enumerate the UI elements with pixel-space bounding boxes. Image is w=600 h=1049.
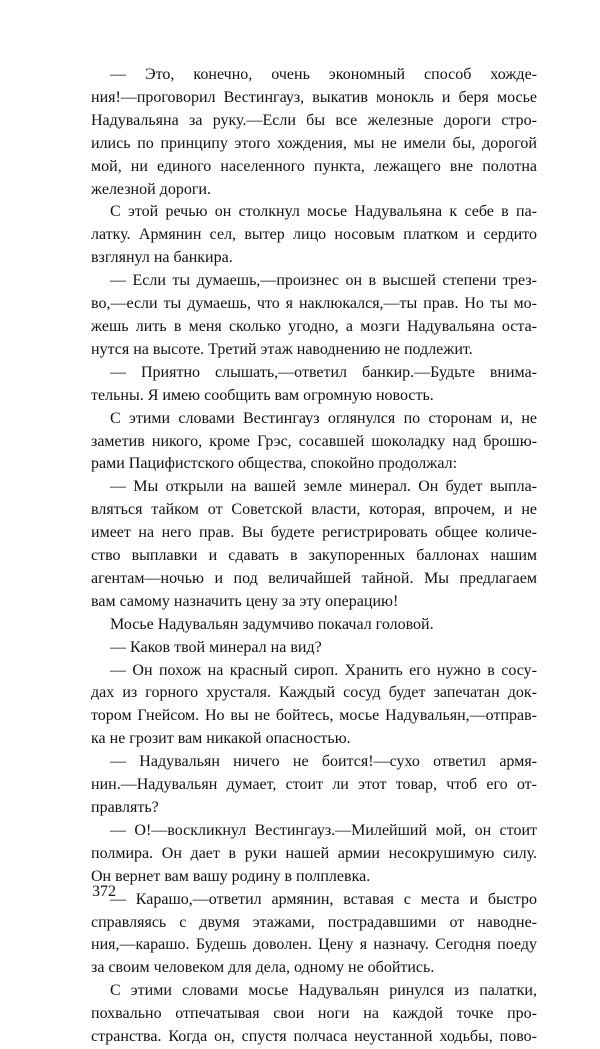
text-line: железной дороги. [91, 180, 211, 198]
text-line: Надувальяна за руку.—Если бы все железные дороги стро- [91, 111, 537, 129]
paragraph [91, 201, 537, 270]
text-line: странства. Когда он, спустя полчаса неустанной ходьбы, пово- [91, 1028, 537, 1046]
text-line: — Каков твой минерал на вид? [110, 638, 322, 656]
paragraph [91, 362, 537, 408]
text-line: — Приятно слышать,—ответил банкир.—Будьте внима- [110, 363, 537, 381]
text-line: Мосье Надувальян задумчиво покачал головой. [110, 615, 434, 633]
text-line: нин.—Надувальян думает, стоит ли этот товар, чтоб его от- [91, 776, 537, 794]
text-line: заметив никого, кроме Грэс, сосавшей шоколадку над брошю- [91, 432, 537, 450]
page-body-text [91, 64, 537, 1049]
text-line: — О!—воскликнул Вестингауз.—Милейший мой, он стоит [110, 821, 537, 839]
text-line: взглянул на банкира. [91, 249, 233, 267]
text-line: агентам—ночью и под величайшей тайной. Мы предлагаем [91, 569, 537, 587]
text-line: похвально отпечатывая свои ноги на каждой точке про- [91, 1005, 537, 1023]
paragraph [91, 476, 537, 613]
text-line: за своим человеком для дела, одному не обойтись. [91, 959, 435, 977]
text-line: вляться тайком от Советской власти, которая, впрочем, и не [91, 501, 537, 519]
text-line: правлять? [91, 799, 159, 816]
text-line: нутся на высоте. Третий этаж наводнению не подлежит. [91, 340, 473, 358]
text-line: — Если ты думаешь,—произнес он в высшей степени трез- [110, 272, 537, 290]
paragraph [91, 614, 537, 637]
text-line: полмира. Он дает в руки нашей армии несокрушимую силу. [91, 844, 537, 862]
paragraph [91, 751, 537, 820]
text-line: ство выплавки и сдавать в закупоренных баллонах нашим [91, 547, 537, 565]
text-line: рами Пацифистского общества, спокойно продолжал: [91, 455, 458, 473]
text-line: имеет на него прав. Вы будете регистрировать общее количе- [91, 524, 537, 542]
paragraph [91, 889, 537, 981]
text-line: ния,—карашо. Будешь доволен. Цену я назначу. Сегодня поеду [91, 936, 537, 954]
paragraph [91, 64, 537, 201]
text-line: — Карашо,—ответил армянин, вставая с места и быстро [110, 890, 537, 908]
text-line: вам самому назначить цену за эту операцию! [91, 592, 399, 610]
text-line: — Надувальян ничего не боится!—сухо ответил армя- [110, 753, 537, 771]
text-line: — Мы открыли на вашей земле минерал. Он будет выпла- [110, 478, 537, 496]
text-line: во,—если ты думаешь, что я наклюкался,—ты прав. Но ты мо- [91, 295, 537, 313]
text-line: Он вернет вам вашу родину в полплевка. [91, 867, 371, 885]
text-line: — Он похож на красный сироп. Хранить его нужно в сосу- [110, 661, 537, 679]
text-line: справляясь с двумя этажами, пострадавшими от наводне- [91, 913, 537, 931]
text-line: С этими словами Вестингауз оглянулся по сторонам и, не [110, 409, 537, 427]
text-line: мой, ни единого населенного пункта, лежащего вне полотна [91, 157, 537, 175]
paragraph [91, 820, 537, 889]
paragraph [91, 660, 537, 752]
text-line: ния!—проговорил Вестингауз, выкатив монокль и беря мосье [91, 88, 537, 106]
text-line: жешь лить в меня сколько угодно, а мозги Надувальяна оста- [91, 317, 537, 335]
text-line: — Это, конечно, очень экономный способ хожде- [110, 66, 537, 83]
paragraph [91, 637, 537, 660]
text-line: тельны. Я имею сообщить вам огромную новость. [91, 386, 434, 404]
paragraph [91, 408, 537, 477]
text-line: дах из горного хрусталя. Каждый сосуд будет запечатан док- [91, 684, 537, 702]
paragraph [91, 270, 537, 362]
text-line: ились по принципу этого хождения, мы не имели бы, дорогой [91, 134, 537, 152]
text-line: С этими словами мосье Надувальян ринулся из палатки, [110, 982, 537, 1000]
page-number: 372 [92, 883, 116, 900]
text-line: латку. Армянин сел, вытер лицо носовым платком и сердито [91, 226, 537, 244]
text-line: С этой речью он столкнул мосье Надувальяна к себе в па- [110, 203, 537, 221]
text-line: ка не грозит вам никакой опасностью. [91, 730, 351, 748]
text-line: тором Гнейсом. Но вы не бойтесь, мосье Надувальян,—отправ- [91, 707, 537, 725]
paragraph [91, 980, 537, 1049]
